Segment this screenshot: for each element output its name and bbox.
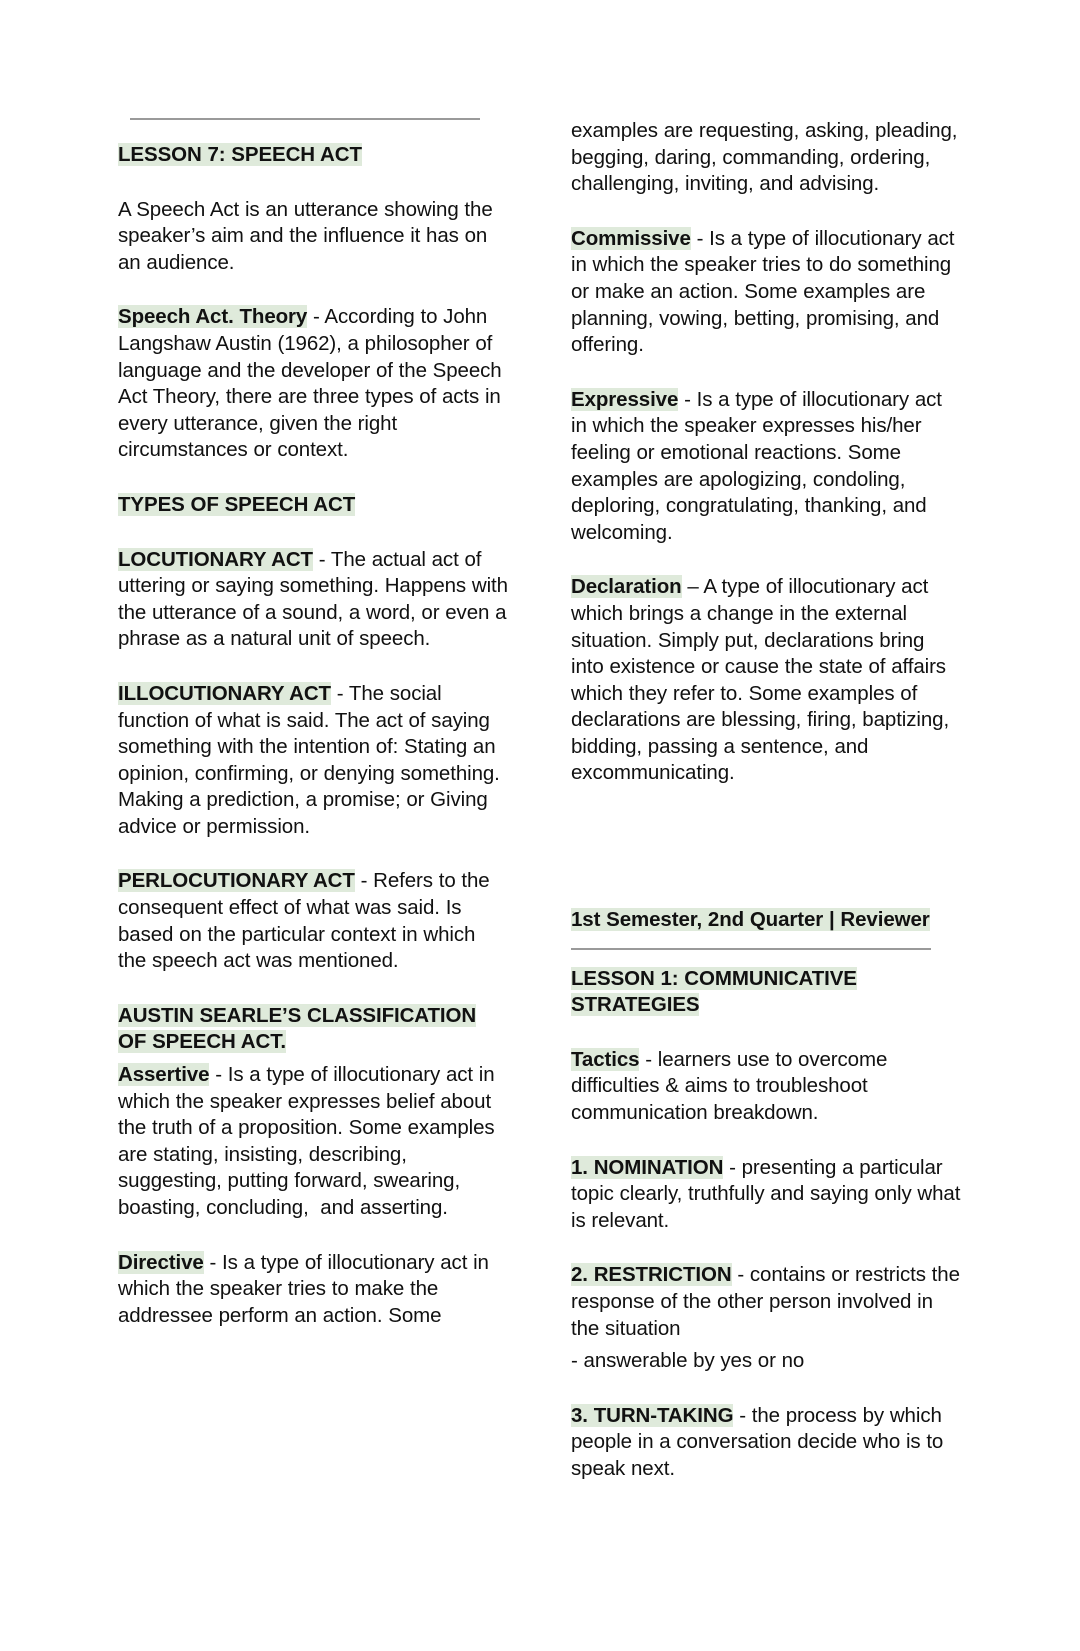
expressive-paragraph <box>571 387 962 547</box>
nomination-body: - presenting a particular topic clearly, truthfully and saying only what is relevant. <box>571 1155 961 1232</box>
assertive-body: - Is a type of illocutionary act in which the speaker expresses belief about the truth of a proposition. Some examples are stating, insisting, describing, suggesting, putting forward, swearing, boasting, concluding, and asserting. <box>118 1063 501 1219</box>
directive-continued-paragraph: examples are requesting, asking, pleading, begging, daring, commanding, ordering, challenging, inviting, and advising. <box>571 119 958 196</box>
restriction-term: 2. RESTRICTION <box>571 1263 732 1287</box>
assertive-term: Assertive <box>118 1063 210 1087</box>
speech-act-theory-term: Speech Act. Theory <box>118 305 308 329</box>
illocutionary-act-body: - The social function of what is said. The act of saying something with the intention of: Stating an opinion, confirming, or denying something. Making a prediction, a promise; or Giving advice or permission. <box>118 681 500 838</box>
lesson-7-heading-text: LESSON 7: SPEECH ACT <box>118 143 362 166</box>
expressive-term: Expressive <box>571 387 679 411</box>
austin-searle-heading-line-1: AUSTIN SEARLE’S CLASSIFICATION <box>118 1003 477 1027</box>
tactics-paragraph <box>571 1047 962 1127</box>
semester-divider-rule <box>571 948 931 950</box>
directive-term: Directive <box>118 1250 204 1274</box>
lesson-7-heading <box>118 142 509 169</box>
turn-taking-paragraph <box>571 1403 962 1483</box>
speech-act-intro-paragraph: A Speech Act is an utterance showing the speaker’s aim and the influence it has on an audience. <box>118 197 493 274</box>
restriction-paragraph <box>571 1262 962 1342</box>
nomination-paragraph <box>571 1155 962 1235</box>
austin-searle-classification-heading <box>118 1003 509 1056</box>
restriction-note: - answerable by yes or no <box>571 1349 805 1373</box>
expressive-body: - Is a type of illocutionary act in which the speaker expresses his/her feeling or emotional reactions. Some examples are apologizing, condoling, deploring, congratulating, thanking, and welcoming. <box>571 387 942 544</box>
section-spacer <box>571 815 962 907</box>
turn-taking-term: 3. TURN-TAKING <box>571 1403 734 1427</box>
perlocutionary-act-paragraph <box>118 868 509 974</box>
perlocutionary-act-body: - Refers to the consequent effect of what was said. Is based on the particular context in which the speech act was mentioned. <box>118 869 490 973</box>
right-column <box>571 118 962 1511</box>
assertive-paragraph <box>118 1062 509 1222</box>
tactics-body: - learners use to overcome difficulties & aims to troubleshoot communication breakdown. <box>571 1047 888 1125</box>
turn-taking-body: - the process by which people in a conversation decide who is to speak next. <box>571 1403 944 1480</box>
nomination-term: 1. NOMINATION <box>571 1155 724 1179</box>
austin-searle-heading-line-2: OF SPEECH ACT. <box>118 1030 286 1054</box>
declaration-paragraph <box>571 574 962 787</box>
two-column-layout <box>118 118 962 1511</box>
semester-banner-text: 1st Semester, 2nd Quarter | Reviewer <box>571 908 930 932</box>
top-horizontal-rule <box>130 118 480 120</box>
commissive-paragraph <box>571 226 962 359</box>
declaration-body: – A type of illocutionary act which brings a change in the external situation. Simply put, declarations bring into existence or cause the state of affairs which they refer to. Some examples of declarations are blessing, firing, baptizing, bidding, passing a sentence, and excommunicating. <box>571 575 950 785</box>
declaration-term: Declaration <box>571 575 682 599</box>
perlocutionary-act-term: PERLOCUTIONARY ACT <box>118 869 355 893</box>
commissive-term: Commissive <box>571 226 691 250</box>
types-of-speech-act-heading-text: TYPES OF SPEECH ACT <box>118 492 356 516</box>
illocutionary-act-paragraph <box>118 681 509 841</box>
illocutionary-act-term: ILLOCUTIONARY ACT <box>118 681 331 705</box>
locutionary-act-paragraph <box>118 547 509 653</box>
restriction-body: - contains or restricts the response of the other person involved in the situation <box>571 1263 960 1340</box>
directive-paragraph <box>118 1250 509 1330</box>
lesson-1-heading-line-2: STRATEGIES <box>571 993 700 1017</box>
types-of-speech-act-heading <box>118 492 509 519</box>
lesson-1-heading-line-1: LESSON 1: COMMUNICATIVE <box>571 966 857 990</box>
lesson-1-heading <box>571 966 962 1019</box>
semester-banner <box>571 907 962 934</box>
tactics-term: Tactics <box>571 1047 640 1071</box>
commissive-body: - Is a type of illocutionary act in which the speaker tries to do something or make an action. Some examples are planning, vowing, betting, promising, and offering. <box>571 226 955 357</box>
locutionary-act-term: LOCUTIONARY ACT <box>118 547 313 571</box>
speech-act-theory-paragraph <box>118 304 509 464</box>
locutionary-act-body: - The actual act of uttering or saying something. Happens with the utterance of a sound, a word, or even a phrase as a natural unit of speech. <box>118 547 508 651</box>
left-column <box>118 118 509 1357</box>
speech-act-theory-body: - According to John Langshaw Austin (1962), a philosopher of language and the developer of the Speech Act Theory, there are three types of acts in every utterance, given the right circumstances or context. <box>118 305 502 462</box>
directive-body: - Is a type of illocutionary act in which the speaker tries to make the addressee perform an action. Some <box>118 1250 489 1327</box>
